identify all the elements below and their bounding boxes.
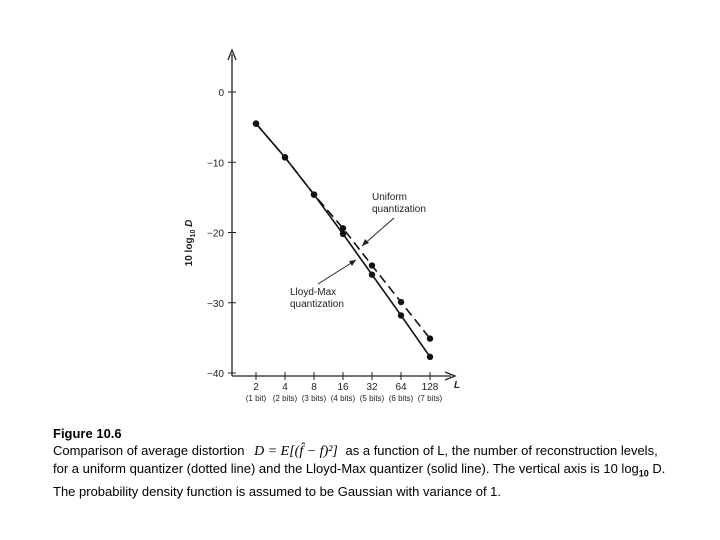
y-tick-label: 0 <box>218 88 224 99</box>
lloyd-max-quantization-point <box>369 271 375 277</box>
x-tick-label: 8 <box>311 382 317 393</box>
annotation-uniform-text: quantization <box>372 204 426 215</box>
figure-number: Figure 10.6 <box>53 426 122 441</box>
annotation-lloydmax-text: quantization <box>290 299 344 310</box>
annotation-lloydmax-arrowhead <box>349 260 356 266</box>
x-tick-label: 2 <box>253 382 259 393</box>
x-tick-label: 16 <box>337 382 349 393</box>
caption-subscript: 10 <box>638 468 649 479</box>
y-tick-label: −10 <box>207 158 224 170</box>
x-tick-label: 32 <box>366 382 378 393</box>
annotation-uniform-text: Uniform <box>372 192 408 203</box>
y-tick-label: −40 <box>207 369 224 380</box>
x-tick-label: 4 <box>282 382 288 393</box>
x-tick-label: 64 <box>395 382 407 393</box>
x-bits-label: (5 bits) <box>359 394 385 403</box>
x-bits-label: (6 bits) <box>388 394 414 403</box>
x-bits-label: (1 bit) <box>245 394 267 403</box>
y-tick-label: −20 <box>207 228 224 240</box>
x-bits-label: (3 bits) <box>301 394 327 403</box>
chart-series <box>253 120 433 360</box>
lloyd-max-quantization-point <box>398 312 404 318</box>
figure-caption <box>53 425 668 500</box>
uniform-quantization-point <box>427 335 433 341</box>
lloyd-max-quantization-point <box>282 154 288 160</box>
x-bits-label: (4 bits) <box>330 394 356 403</box>
lloyd-max-quantization-point <box>311 191 317 197</box>
annotation-lloydmax-pointer <box>318 260 356 284</box>
lloyd-max-quantization-point <box>253 120 259 126</box>
chart-annotations <box>290 192 426 310</box>
y-tick-label: −30 <box>207 298 224 310</box>
y-axis-label <box>184 220 197 267</box>
caption-text-end: D. The probability density function is assumed to be Gaussian with variance of 1. <box>53 461 666 499</box>
annotation-lloydmax-text: Lloyd-Max <box>290 287 337 298</box>
x-bits-label: (2 bits) <box>272 394 298 403</box>
annotation-uniform-arrowhead <box>362 239 369 246</box>
x-tick-label: 128 <box>421 382 439 393</box>
chart-ticks <box>207 88 443 403</box>
caption-text-after: as a function of L, the number of reconstruction levels, for a uniform quantizer (dotted line) and the Lloyd-Max quantizer (solid line). The vertical axis is 10 log <box>53 443 658 476</box>
uniform-quantization-point <box>369 262 375 268</box>
y-axis-label-pre: 10 log <box>184 237 195 267</box>
y-axis-label-sub: 10 <box>190 229 197 238</box>
y-axis-label-post: D <box>184 219 195 230</box>
caption-text-before: Comparison of average distortion <box>53 443 245 458</box>
chart-axes <box>228 50 455 380</box>
lloyd-max-quantization-point <box>427 354 433 360</box>
uniform-quantization-point <box>398 299 404 305</box>
x-axis-label: L <box>454 380 461 391</box>
x-bits-label: (7 bits) <box>417 394 443 403</box>
lloyd-max-quantization-point <box>340 231 346 237</box>
caption-formula: D = E[(f̂ − f)²] <box>254 444 338 459</box>
